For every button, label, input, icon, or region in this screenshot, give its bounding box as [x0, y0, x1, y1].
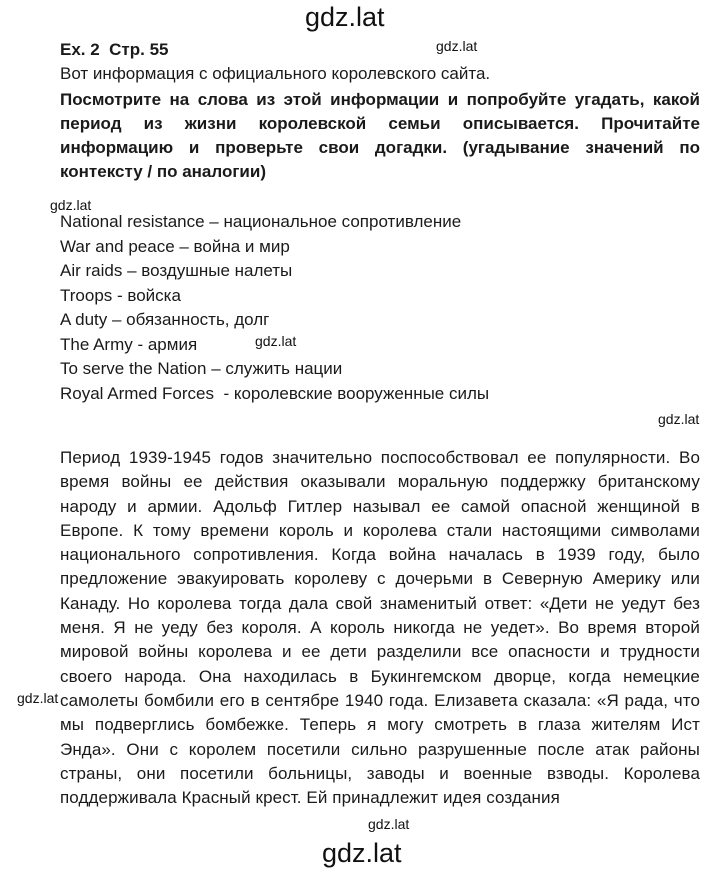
vocabulary-item: National resistance – национальное сопротивление	[60, 212, 462, 231]
watermark-small: gdz.lat	[50, 197, 92, 213]
watermark-small: gdz.lat	[436, 38, 478, 54]
vocabulary-item: War and peace – война и мир	[60, 236, 290, 256]
watermark-small: gdz.lat	[17, 690, 59, 706]
page-number: Стр. 55	[109, 40, 169, 59]
vocabulary-item: To serve the Nation – служить нации	[60, 359, 343, 378]
watermark-bottom: gdz.lat	[322, 838, 402, 868]
exercise-number: Ex. 2	[60, 40, 100, 59]
vocabulary-item: A duty – обязанность, долг	[60, 310, 270, 329]
document-body	[60, 38, 700, 810]
vocabulary-item: Royal Armed Forces - королевские вооруженные силы	[60, 383, 490, 403]
watermark-small: gdz.lat	[368, 816, 410, 832]
vocabulary-item: Troops - войска	[60, 285, 181, 305]
exercise-header	[60, 38, 700, 62]
watermark-small: gdz.lat	[255, 333, 297, 349]
vocabulary-item: Air raids – воздушные налеты	[60, 261, 293, 280]
vocabulary-item: The Army - армия	[60, 334, 198, 354]
vocabulary-list	[60, 210, 700, 406]
intro-text: Вот информация с официального королевского сайта.	[60, 64, 491, 83]
watermark-top: gdz.lat	[305, 2, 385, 32]
task-instructions: Посмотрите на слова из этой информации и попробуйте угадать, какой период из жизни королевской семьи описывается. Прочитайте информацию и проверьте свои догадки. (угадывание значений по контексту / по аналогии)	[60, 90, 700, 181]
main-paragraph: Период 1939-1945 годов значительно поспособствовал ее популярности. Во время войны ее действия оказывали моральную поддержку британскому народу и армии. Адольф Гитлер называл ее самой опасной женщиной в Европе. К тому времени король и королева стали настоящими символами национального сопротивления. Когда война началась в 1939 году, было предложение эвакуировать королеву с дочерьми в Северную Америку или Канаду. Но королева тогда дала свой знаменитый ответ: «Дети не уедут без меня. Я не уеду без короля. А король никогда не уедет». Во время второй мировой войны королева и ее дети разделили все опасности и трудности своего народа. Она находилась в Букингемском дворце, когда немецкие самолеты бомбили его в сентябре 1940 года. Елизавета сказала: «Я рада, что мы подверглись бомбежке. Теперь я могу смотреть в глаза жителям Ист Энда». Они с королем посетили сильно разрушенные после атак районы страны, они посетили больницы, заводы и военные взводы. Королева поддерживала Красный крест. Ей принадлежит идея создания	[60, 448, 700, 808]
watermark-small: gdz.lat	[658, 411, 700, 427]
